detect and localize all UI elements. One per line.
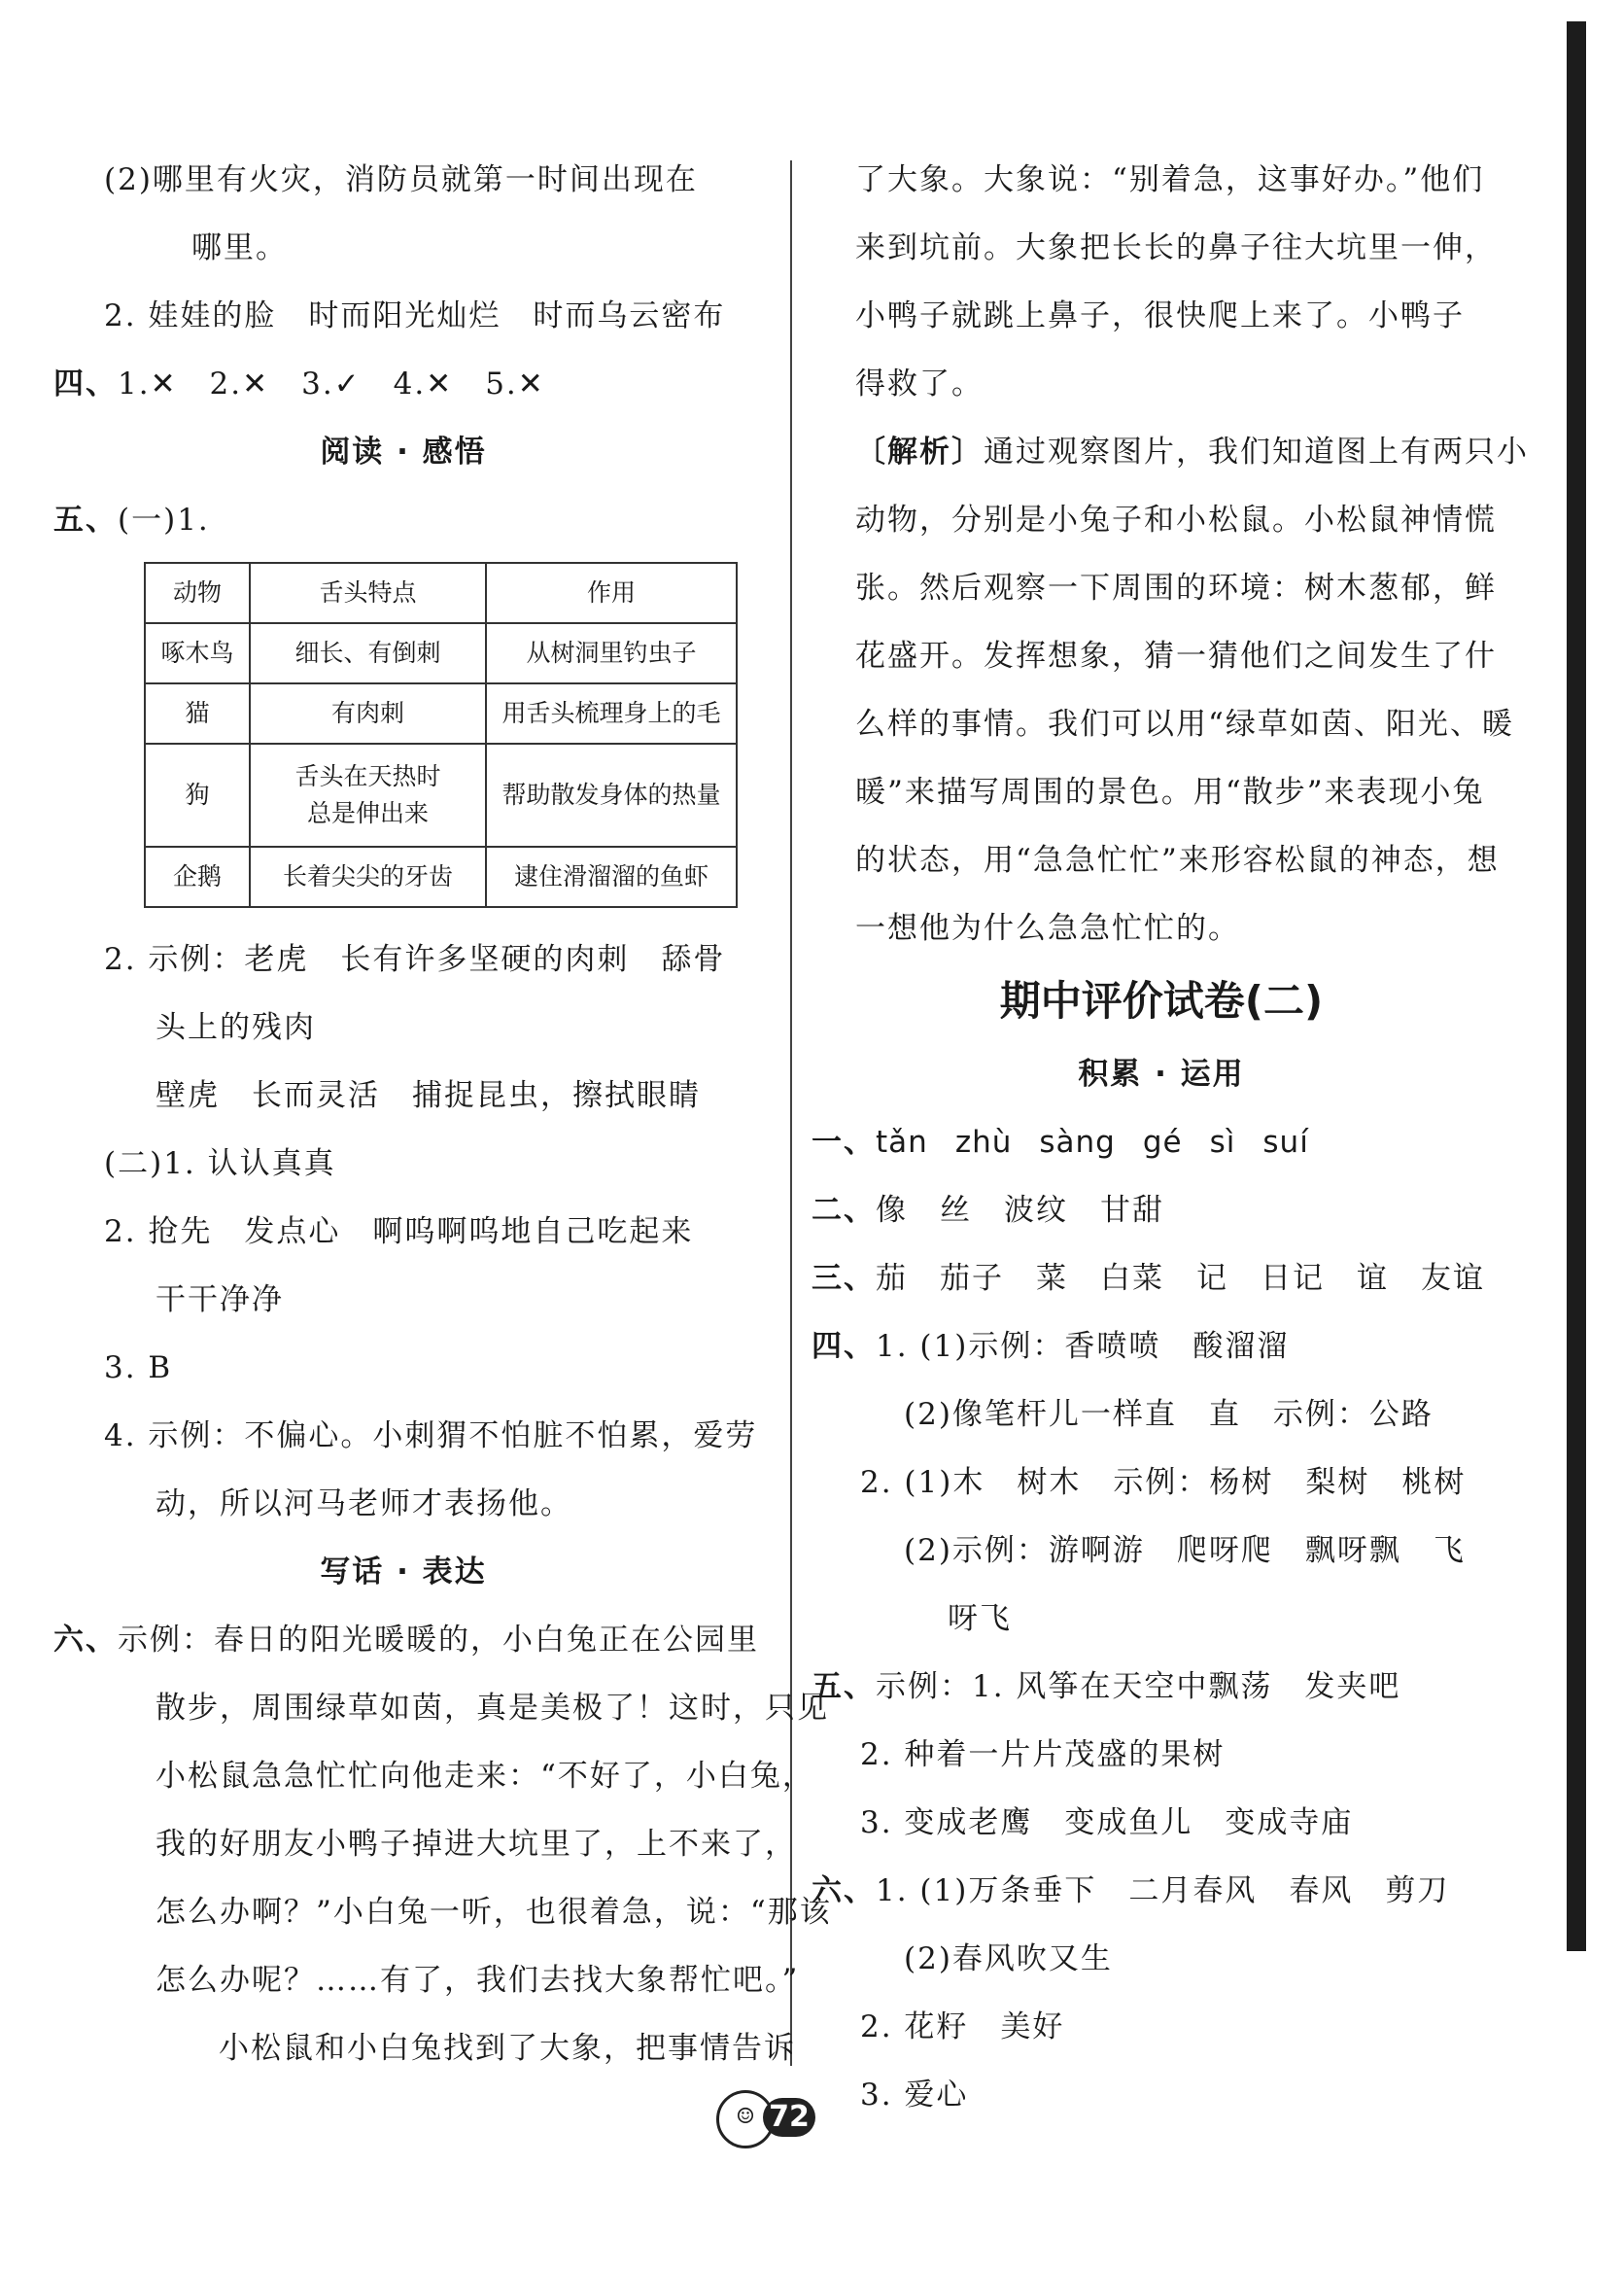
answer-line: 4. 示例：不偏心。小刺猬不怕脏不怕累，爱劳 xyxy=(104,1418,758,1453)
exam-title: 期中评价试卷(二) xyxy=(999,977,1324,1025)
answer-text: 示例：春日的阳光暖暖的，小白兔正在公园里 xyxy=(118,1623,759,1658)
table-header: 动物 xyxy=(145,563,250,623)
section-number: 五、 xyxy=(53,503,118,538)
answer-line: 3. 爱心 xyxy=(860,2078,969,2113)
analysis-label: 〔解析〕 xyxy=(855,435,984,470)
answer-line: 暖”来描写周围的景色。用“散步”来表现小兔 xyxy=(855,775,1485,810)
table-row xyxy=(145,683,737,744)
table-cell: 有肉刺 xyxy=(250,683,486,744)
answer-line xyxy=(53,486,753,554)
section-number: 二、 xyxy=(812,1193,876,1228)
answer-line: 3. 变成老鹰 变成鱼儿 变成寺庙 xyxy=(860,1805,1354,1840)
table-cell: 逮住滑溜溜的鱼虾 xyxy=(486,847,737,907)
section-heading-accumulation: 积累 · 运用 xyxy=(1078,1057,1245,1092)
answer-line: 2. 抢先 发点心 啊呜啊呜地自己吃起来 xyxy=(104,1214,694,1249)
table-row xyxy=(145,847,737,907)
table-cell: 猫 xyxy=(145,683,250,744)
answer-line xyxy=(812,1653,1511,1721)
pinyin: suí xyxy=(1262,1125,1309,1160)
right-column xyxy=(812,146,1529,2129)
answer-line: 动物，分别是小兔子和小松鼠。小松鼠神情慌 xyxy=(855,503,1497,538)
answer-line xyxy=(812,1176,1511,1244)
table-row xyxy=(145,744,737,847)
table-cell: 细长、有倒刺 xyxy=(250,623,486,683)
answer-line: 动，所以河马老师才表扬他。 xyxy=(155,1486,572,1521)
answer-line: (2)春风吹又生 xyxy=(904,1941,1113,1976)
table-cell: 狗 xyxy=(145,744,250,847)
answer-text: (一)1. xyxy=(118,503,210,538)
section-number: 三、 xyxy=(812,1261,876,1296)
answer-line xyxy=(812,1108,1511,1176)
table-cell: 企鹅 xyxy=(145,847,250,907)
answer-text: 通过观察图片，我们知道图上有两只小 xyxy=(984,435,1529,470)
answer-line: (2)哪里有火灾，消防员就第一时间出现在 xyxy=(104,162,698,197)
answer-text: 示例：1. 风筝在天空中飘荡 发夹吧 xyxy=(876,1669,1401,1704)
section-number: 六、 xyxy=(812,1873,876,1908)
answer-line: 头上的残肉 xyxy=(155,1010,316,1045)
answer-line: 了大象。大象说：“别着急，这事好办。”他们 xyxy=(855,162,1485,197)
answer-text: 像 丝 波纹 甘甜 xyxy=(876,1193,1164,1228)
answer-line: 散步，周围绿草如茵，真是美极了！这时，只见 xyxy=(155,1691,829,1726)
table-header-row xyxy=(145,563,737,623)
answer-line xyxy=(812,1244,1511,1312)
section-heading-writing: 写话 · 表达 xyxy=(320,1554,487,1589)
section-number: 四、 xyxy=(53,367,118,402)
pinyin: tǎn xyxy=(876,1125,928,1160)
answer-line: 得救了。 xyxy=(855,367,984,402)
answer-line: 怎么办啊？”小白兔一听，也很着急，说：“那该 xyxy=(155,1895,832,1930)
answer-text: 茄 茄子 菜 白菜 记 日记 谊 友谊 xyxy=(876,1261,1485,1296)
page-number-badge xyxy=(714,2090,821,2148)
section-number: 一、 xyxy=(812,1125,876,1160)
answer-line: 么样的事情。我们可以用“绿草如茵、阳光、暖 xyxy=(855,707,1514,742)
page-number: 72 xyxy=(763,2098,815,2137)
tongue-table xyxy=(144,562,738,908)
answer-line: 来到坑前。大象把长长的鼻子往大坑里一伸， xyxy=(855,230,1497,265)
answer-line: 哪里。 xyxy=(191,230,288,265)
answer-line: 呀飞 xyxy=(948,1601,1012,1636)
answer-line: 小松鼠急急忙忙向他走来：“不好了，小白兔， xyxy=(155,1759,814,1794)
table-header: 舌头特点 xyxy=(250,563,486,623)
answer-line: (二)1. 认认真真 xyxy=(104,1146,336,1181)
answer-line: 我的好朋友小鸭子掉进大坑里了，上不来了， xyxy=(155,1827,797,1862)
answer-line: 2. 示例：老虎 长有许多坚硬的肉刺 舔骨 xyxy=(104,942,726,977)
answer-line: 怎么办呢？……有了，我们去找大象帮忙吧。” xyxy=(155,1963,800,1998)
answer-text: 1. (1)万条垂下 二月春风 春风 剪刀 xyxy=(876,1873,1450,1908)
answer-line: 2. (1)木 树木 示例：杨树 梨树 桃树 xyxy=(860,1465,1467,1500)
left-column xyxy=(53,146,832,2082)
mascot-icon: ☺ xyxy=(716,2090,775,2148)
table-cell: 帮助散发身体的热量 xyxy=(486,744,737,847)
table-row xyxy=(145,623,737,683)
answer-line xyxy=(812,418,1529,486)
answer-line: 2. 花籽 美好 xyxy=(860,2009,1065,2044)
answer-line xyxy=(53,350,753,418)
answer-text: 1.✕ 2.✕ 3.✓ 4.✕ 5.✕ xyxy=(118,367,545,402)
section-heading-reading: 阅读 · 感悟 xyxy=(320,435,487,470)
answer-line: 小鸭子就跳上鼻子，很快爬上来了。小鸭子 xyxy=(855,298,1465,333)
answer-line: 壁虎 长而灵活 捕捉昆虫，擦拭眼睛 xyxy=(155,1078,701,1113)
answer-line xyxy=(53,1606,759,1674)
table-cell: 用舌头梳理身上的毛 xyxy=(486,683,737,744)
answer-line: 张。然后观察一下周围的环境：树木葱郁，鲜 xyxy=(855,571,1497,606)
answer-line: 花盛开。发挥想象，猜一猜他们之间发生了什 xyxy=(855,639,1497,674)
answer-line: 2. 娃娃的脸 时而阳光灿烂 时而乌云密布 xyxy=(104,298,726,333)
answer-line: 干干净净 xyxy=(155,1282,284,1317)
answer-line: 一想他为什么急急忙忙的。 xyxy=(855,911,1240,946)
answer-line: (2)像笔杆儿一样直 直 示例：公路 xyxy=(904,1397,1434,1432)
pinyin: gé xyxy=(1142,1125,1183,1160)
table-cell: 长着尖尖的牙齿 xyxy=(250,847,486,907)
answer-line: 小松鼠和小白兔找到了大象，把事情告诉 xyxy=(219,2031,796,2066)
answer-line: 2. 种着一片片茂盛的果树 xyxy=(860,1737,1226,1772)
answer-line: 3. B xyxy=(104,1350,173,1385)
table-cell: 舌头在天热时总是伸出来 xyxy=(250,744,486,847)
table-cell: 从树洞里钓虫子 xyxy=(486,623,737,683)
answer-line: (2)示例：游啊游 爬呀爬 飘呀飘 飞 xyxy=(904,1533,1466,1568)
page-edge-bar xyxy=(1567,21,1586,1951)
table-cell: 啄木鸟 xyxy=(145,623,250,683)
table-header: 作用 xyxy=(486,563,737,623)
section-number: 五、 xyxy=(812,1669,876,1704)
pinyin: sàng xyxy=(1039,1125,1116,1160)
section-number: 六、 xyxy=(53,1623,118,1658)
pinyin: sì xyxy=(1209,1125,1236,1160)
pinyin: zhù xyxy=(954,1125,1013,1160)
answer-line: 的状态，用“急急忙忙”来形容松鼠的神态，想 xyxy=(855,843,1500,878)
answer-line xyxy=(812,1857,1511,1925)
answer-line xyxy=(812,1312,1511,1380)
section-number: 四、 xyxy=(812,1329,876,1364)
answer-text: 1. (1)示例：香喷喷 酸溜溜 xyxy=(876,1329,1290,1364)
